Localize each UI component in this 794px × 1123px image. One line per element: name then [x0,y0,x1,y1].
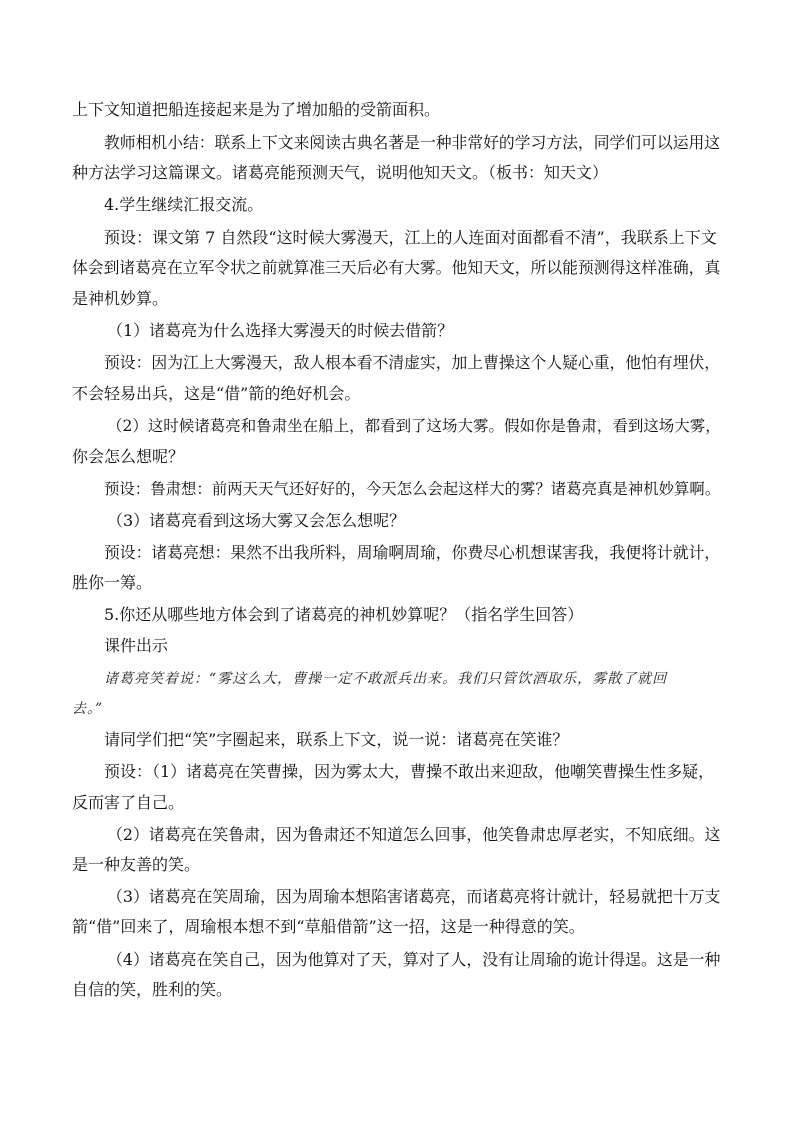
text-line: 上下文知道把船连接起来是为了增加船的受箭面积。 [72,100,441,119]
text-line: 是神机妙算。 [72,289,169,308]
text-line: 请同学们把“笑”字圈起来，联系上下文，说一说：诸葛亮在笑谁？ [104,730,569,749]
text-line: 预设：鲁肃想：前两天天气还好好的，今天怎么会起这样大的雾？诸葛亮真是神机妙算啊。 [104,480,721,498]
text-line: （2）诸葛亮在笑鲁肃，因为鲁肃还不知道怎么回事，他笑鲁肃忠厚老实，不知底细。这 [107,825,721,844]
text-line: 4.学生继续汇报交流。 [104,195,264,214]
text-line: （3）诸葛亮看到这场大雾又会怎么想呢？ [107,511,406,530]
text-line: 是一种友善的笑。 [72,855,201,874]
quoted-text-line: 诸葛亮笑着说：“雾这么大，曹操一定不敢派兵出来。我们只管饮酒取乐，雾散了就回 [104,671,668,687]
text-line: 胜你一筹。 [72,573,153,592]
text-line: 预设：（1）诸葛亮在笑曹操，因为雾太大，曹操不敢出来迎敌，他嘲笑曹操生性多疑， [104,762,715,781]
text-line: 教师相机小结：联系上下文来阅读古典名著是一种非常好的学习方法，同学们可以运用这 [104,133,721,152]
text-line: （3）诸葛亮在笑周瑜，因为周瑜本想陷害诸葛亮，而诸葛亮将计就计，轻易就把十万支 [107,887,721,906]
text-line: （1）诸葛亮为什么选择大雾漫天的时候去借箭？ [107,321,454,340]
text-line: 课件出示 [104,636,169,655]
text-line: 种方法学习这篇课文。诸葛亮能预测天气，说明他知天文。（板书：知天文） [72,163,609,182]
text-line: 不会轻易出兵，这是“借”箭的绝好机会。 [72,384,361,403]
quoted-text-line: 去。” [72,701,104,717]
text-line: 预设：因为江上大雾漫天，敌人根本看不清虚实，加上曹操这个人疑心重，他怕有埋伏， [104,353,721,372]
text-line: 5.你还从哪些地方体会到了诸葛亮的神机妙算呢？（指名学生回答） [104,605,584,624]
text-line: 预设：诸葛亮想：果然不出我所料，周瑜啊周瑜，你费尽心机想谋害我，我便将计就计， [104,543,721,562]
text-line: 箭“借”回来了，周瑜根本想不到“草船借箭”这一招，这是一种得意的笑。 [72,917,585,936]
text-line: 你会怎么想呢？ [72,447,185,466]
text-line: 预设：课文第 7 自然段“这时候大雾漫天，江上的人连面对面都看不清”，我联系上下文 [104,228,717,247]
text-line: （4）诸葛亮在笑自己，因为他算对了天，算对了人，没有让周瑜的诡计得逞。这是一种 [107,950,721,969]
text-line: （2）这时候诸葛亮和鲁肃坐在船上，都看到了这场大雾。假如你是鲁肃，看到这场大雾， [107,417,721,435]
text-line: 自信的笑，胜利的笑。 [72,980,233,999]
text-line: 反而害了自己。 [72,793,185,812]
text-line: 体会到诸葛亮在立军令状之前就算准三天后必有大雾。他知天文，所以能预测得这样准确，真 [72,258,721,277]
